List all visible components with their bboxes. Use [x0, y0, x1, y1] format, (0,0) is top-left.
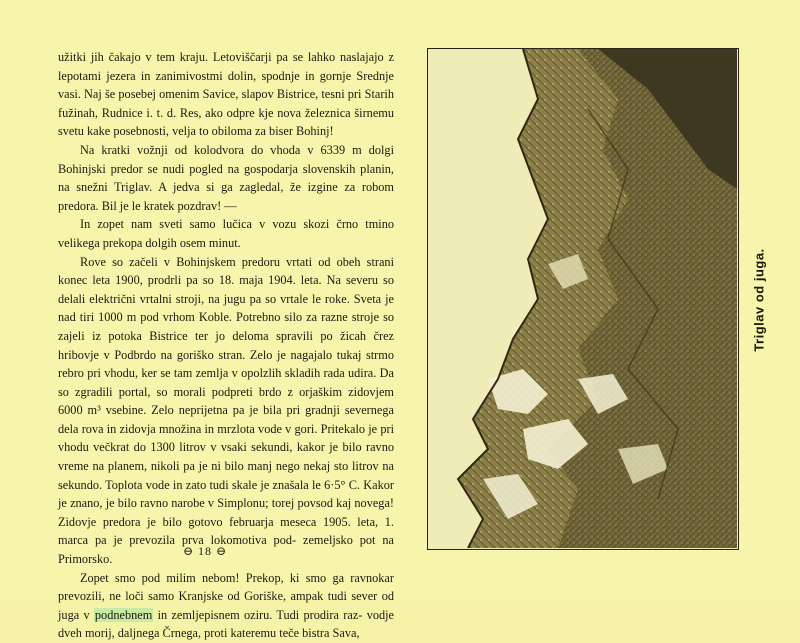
- mountain-photo: [427, 48, 739, 550]
- right-page: [405, 0, 800, 600]
- text-line: so zajeli iz potoka Bistrice ter jo deloma spravili po žicah črez: [58, 310, 394, 343]
- text-line: le 6·5° C. Kakor je znano, je bilo ravno narobe v Simplonu; torej: [58, 477, 394, 511]
- text-line: je pri vhodu večkrat do 1300 litrov v vsaki sekundi, kakor je: [58, 421, 394, 455]
- text-line: delali električni vrtalni stroji, na jugu pa so vrtale le roke. Sveta: [58, 291, 382, 306]
- text-line: rebro pri vhodu, ker se tam zemlja v opolzlih skladih rada udira.: [58, 366, 377, 381]
- page-ornament-left: ⊖: [182, 544, 194, 558]
- paragraph: [58, 141, 394, 215]
- text-line: užitki jih čakajo v tem kraju. Letoviščarji pa se lahko naslajajo: [58, 50, 384, 64]
- page-number: [175, 544, 235, 559]
- text-line: prevozili, ne loči samo Kranjske od Goriške, ampak tudi sever: [58, 589, 378, 604]
- text-line: konec leta 1900, prodrli pa so 18. maja 1904. leta. Na severu so: [58, 273, 394, 288]
- text-line: Zopet smo pod milim nebom! Prekop, ki smo ga ravnokar: [80, 570, 394, 585]
- text-line: predora. Bil je le kratek pozdrav! —: [58, 198, 237, 213]
- text-line: Rove so začeli v Bohinjskem predoru vrtati od obeh strani: [80, 254, 394, 269]
- text-line: na snežni Triglav. A jedva si ga zagledal, že izgine za robom: [58, 180, 394, 195]
- page-ornament-right: ⊖: [216, 544, 228, 558]
- text-line: Bohinjski predor se nudi pogled na gospodarja slovenskih planin,: [58, 161, 394, 176]
- page-number-value: 18: [198, 544, 212, 558]
- paragraph: [58, 48, 394, 141]
- text-line: In zopet nam sveti samo lučica v vozu skozi črno tmino: [80, 217, 394, 232]
- text-line: hribovje v Podbrdo na goriško stran. Zelo je nagajalo tukaj strmo: [58, 347, 394, 362]
- text-line: zemeljsko pot na Primorsko.: [58, 533, 394, 567]
- text-line: povsod kaj novega! Zidovje predora je bilo gotovo februarja: [58, 496, 394, 529]
- text-line: meseca 1905. leta, 1. marca pa je prevozila prva lokomotiva pod-: [58, 514, 394, 548]
- text-line: širnemu svetu kake posebnosti, velja to obiloma za biser Bohinj!: [58, 105, 394, 139]
- text-line: Starih fužinah, Rudnice i. t. d. Res, ako odpre kje nova železnica: [58, 87, 394, 120]
- text-line: je nad tiri 1000 m pod vrhom Koble. Potrebno silo za razne stroje: [58, 291, 394, 325]
- text-line: 6000 m³ vsebine. Zelo neprijetna pa je bila pri gradnji severnega: [58, 403, 394, 418]
- text-line: Da so zgradili portal, so morali podpreti brdo z orjaškim zidovjem: [58, 366, 394, 399]
- paragraph: [58, 569, 394, 643]
- text-line: dela rova in zidovja množina in mrzlota vode v gori. Pritekalo: [58, 421, 366, 436]
- highlighted-word: podnebnem: [94, 607, 153, 622]
- text-line: od juga v podnebnem in zemljepisnem oziru. Tudi prodira raz-: [58, 589, 394, 622]
- paragraph: [58, 215, 394, 252]
- text-line: vodje dveh morij, daljnega Črnega, proti kateremu teče bistra Sava,: [58, 607, 395, 641]
- text-line: bilo ravno vreme na planem, nikoli pa je ni bilo manj nego nekaj: [58, 440, 395, 474]
- mountain-illustration: [428, 49, 737, 548]
- text-line: Na kratki vožnji od kolodvora do vhoda v 6339 m dolgi: [80, 142, 394, 157]
- text-line: sto litrov na sekundo. Toplota vode in zato tudi skale je znašala: [58, 459, 394, 492]
- paragraph: [58, 253, 394, 569]
- text-line: vasi. Naj še posebej omenim Savice, slapov Bistrice, tesni pri: [58, 87, 362, 102]
- text-line: velikega prekopa dolgih osem minut.: [58, 235, 241, 250]
- text-line: z lepotami jezera in zanimivostmi dolin, spodnje in gornje Srednje: [58, 50, 394, 83]
- photo-caption: Triglav od juga.: [751, 248, 767, 352]
